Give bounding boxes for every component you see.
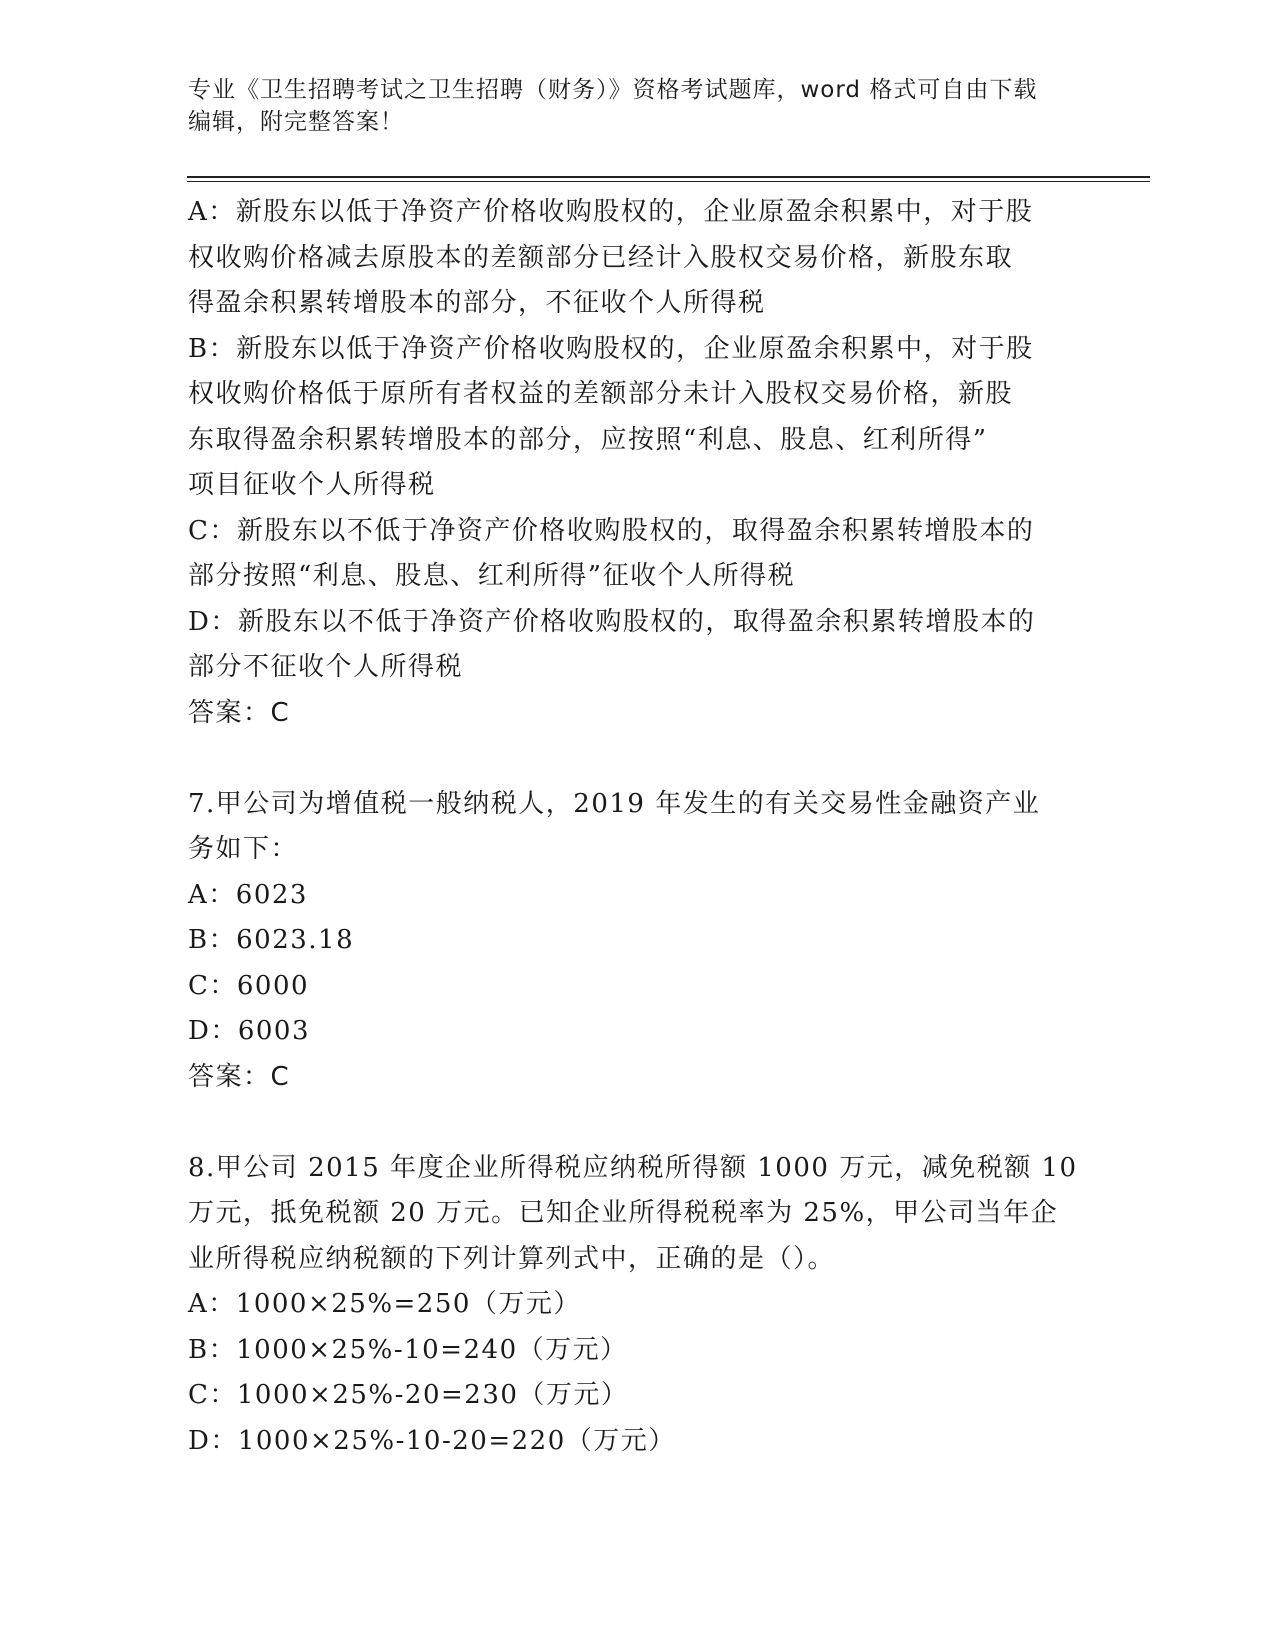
q7-question xyxy=(188,782,1088,873)
header-rule-thick xyxy=(187,176,1150,178)
q7-option-a: A：6023 xyxy=(188,879,308,910)
q7-question-line: 7.甲公司为增值税一般纳税人，2019 年发生的有关交易性金融资产业 xyxy=(188,788,1041,819)
q6-option-b-line: 权收购价格低于原所有者权益的差额部分未计入股权交易价格，新股 xyxy=(188,379,1014,409)
header-title-line1: 专业《卫生招聘考试之卫生招聘（财务）》资格考试题库，word 格式可自由下载 xyxy=(188,77,1038,103)
q7-question-line: 务如下： xyxy=(188,834,299,864)
q7-option-b: B：6023.18 xyxy=(188,925,355,955)
q6-option-a-line: 权收购价格减去原股本的差额部分已经计入股权交易价格，新股东取 xyxy=(188,242,1014,273)
q8-question-line: 业所得税应纳税额的下列计算列式中，正确的是（）。 xyxy=(188,1243,836,1274)
q6-option-b-line: 东取得盈余积累转增股本的部分，应按照“利息、股息、红利所得” xyxy=(188,424,988,455)
q7-answer: 答案：C xyxy=(188,1061,291,1092)
q8-option-d: D：1000×25%-10-20=220（万元） xyxy=(188,1425,676,1456)
q6-option-a-line: 得盈余积累转增股本的部分，不征收个人所得税 xyxy=(188,288,766,318)
q8-question-line: 8.甲公司 2015 年度企业所得税应纳税所得额 1000 万元，减免税额 10 xyxy=(188,1152,1078,1183)
q6-option-d xyxy=(188,600,1088,691)
header-rule-thin xyxy=(187,181,1150,182)
q6-answer: 答案：C xyxy=(188,697,291,728)
q6-option-c xyxy=(188,509,1088,600)
q7-option-d: D：6003 xyxy=(188,1016,311,1046)
q8-question xyxy=(188,1146,1088,1283)
question-content xyxy=(188,190,1088,1464)
q7-option-c: C：6000 xyxy=(188,970,310,1001)
question-spacer xyxy=(188,736,1088,782)
q6-option-b xyxy=(188,327,1088,509)
document-header xyxy=(188,74,1068,138)
q6-option-a xyxy=(188,190,1088,327)
q8-option-b: B：1000×25%-10=240（万元） xyxy=(188,1334,628,1365)
q6-option-a-line: A：新股东以低于净资产价格收购股权的，企业原盈余积累中，对于股 xyxy=(188,197,1034,227)
q6-option-c-line: 部分按照“利息、股息、红利所得”征收个人所得税 xyxy=(188,561,796,591)
q8-question-line: 万元，抵免税额 20 万元。已知企业所得税税率为 25%，甲公司当年企 xyxy=(188,1198,1059,1228)
q6-option-b-line: B：新股东以低于净资产价格收购股权的，企业原盈余积累中，对于股 xyxy=(188,333,1034,364)
q6-option-d-line: 部分不征收个人所得税 xyxy=(188,652,464,682)
q6-option-b-line: 项目征收个人所得税 xyxy=(188,470,436,500)
question-spacer xyxy=(188,1100,1088,1146)
q8-option-c: C：1000×25%-20=230（万元） xyxy=(188,1380,629,1410)
header-title-line2: 编辑，附完整答案！ xyxy=(188,109,404,135)
q8-option-a: A：1000×25%=250（万元） xyxy=(188,1289,581,1319)
q6-option-d-line: D：新股东以不低于净资产价格收购股权的，取得盈余积累转增股本的 xyxy=(188,606,1036,637)
q6-option-c-line: C：新股东以不低于净资产价格收购股权的，取得盈余积累转增股本的 xyxy=(188,515,1035,546)
